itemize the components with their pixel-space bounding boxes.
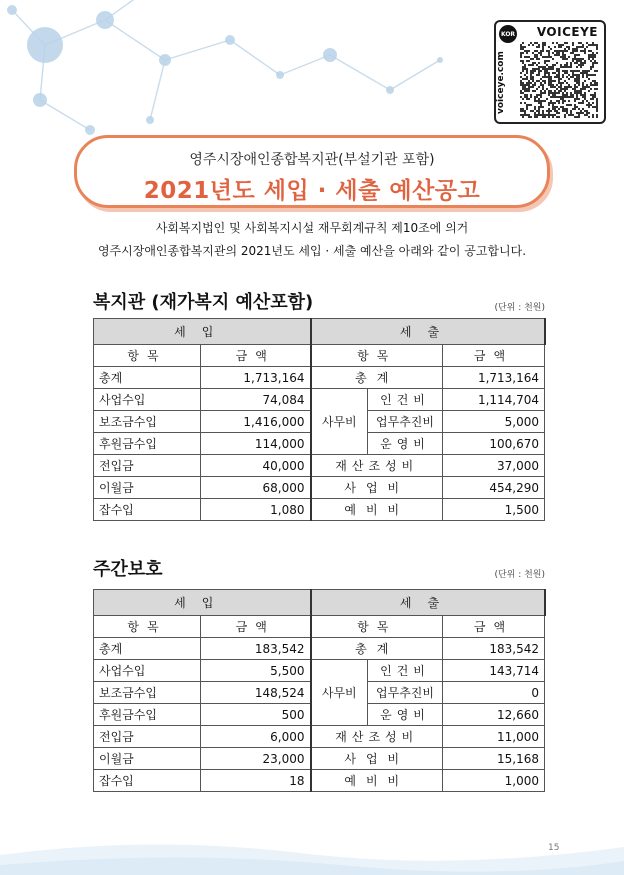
income-header: 세입: [94, 319, 311, 345]
expense-other-amount: 1,000: [443, 770, 545, 792]
section-title-welfare-center: 복지관 (재가복지 예산포함): [93, 292, 314, 313]
table-subheader-row: [94, 616, 545, 638]
expense-sub-label: 인건비: [368, 389, 443, 411]
income-amount: 114,000: [201, 433, 311, 455]
table-header-row: [94, 590, 545, 616]
expense-sub-label: 인건비: [368, 660, 443, 682]
kor-badge: KOR: [499, 25, 517, 43]
income-amount: 148,524: [201, 682, 311, 704]
income-amount: 68,000: [201, 477, 311, 499]
income-amount: 74,084: [201, 389, 311, 411]
income-item-header: 항목: [94, 345, 201, 367]
budget-table-welfare-center: [93, 318, 546, 521]
table-header-row: [94, 319, 545, 345]
table-row: [94, 660, 545, 682]
expense-header: 세출: [311, 319, 545, 345]
unit-label: (단위 : 천원): [494, 570, 545, 580]
expense-sub-amount: 12,660: [443, 704, 545, 726]
income-amount-header: 금액: [201, 345, 311, 367]
expense-other-amount: 1,500: [443, 499, 545, 521]
income-amount: 18: [201, 770, 311, 792]
income-label: 전입금: [94, 455, 201, 477]
table-row: [94, 389, 545, 411]
budget-table-day-care: [93, 589, 546, 792]
unit-label: (단위 : 천원): [494, 303, 545, 313]
income-label: 총계: [94, 367, 201, 389]
income-item-header: 항목: [94, 616, 201, 638]
expense-sub-amount: 100,670: [443, 433, 545, 455]
expense-header: 세출: [311, 590, 545, 616]
expense-sub-amount: 1,114,704: [443, 389, 545, 411]
expense-other-amount: 37,000: [443, 455, 545, 477]
expense-total-amount: 1,713,164: [443, 367, 545, 389]
expense-sub-label: 업무추진비: [368, 411, 443, 433]
expense-group-label: 사무비: [311, 660, 368, 726]
income-amount: 5,500: [201, 660, 311, 682]
expense-other-label: 사업비: [311, 748, 443, 770]
section-title-day-care: 주간보호: [93, 559, 163, 580]
expense-other-label: 예비비: [311, 499, 443, 521]
table-row: [94, 770, 545, 792]
expense-sub-label: 운영비: [368, 704, 443, 726]
table-row: [94, 726, 545, 748]
page-subtitle: 영주시장애인종합복지관(부설기관 포함): [189, 152, 435, 168]
page-number: 15: [548, 843, 560, 853]
table-row: [94, 455, 545, 477]
income-label: 사업수입: [94, 660, 201, 682]
income-label: 잡수입: [94, 499, 201, 521]
income-amount: 1,713,164: [201, 367, 311, 389]
table-row: [94, 499, 545, 521]
expense-other-label: 예비비: [311, 770, 443, 792]
voiceye-code-icon: [520, 42, 598, 118]
voiceye-qr-panel[interactable]: [494, 20, 606, 124]
expense-total-label: 총계: [311, 638, 443, 660]
income-label: 잡수입: [94, 770, 201, 792]
table-row: [94, 477, 545, 499]
income-amount: 6,000: [201, 726, 311, 748]
income-label: 총계: [94, 638, 201, 660]
income-label: 사업수입: [94, 389, 201, 411]
income-amount: 1,416,000: [201, 411, 311, 433]
table-subheader-row: [94, 345, 545, 367]
income-label: 후원금수입: [94, 433, 201, 455]
table-row: [94, 367, 545, 389]
income-amount: 500: [201, 704, 311, 726]
expense-item-header: 항목: [311, 616, 443, 638]
bottom-wave-decoration: [0, 825, 624, 875]
income-amount: 183,542: [201, 638, 311, 660]
expense-sub-amount: 0: [443, 682, 545, 704]
income-label: 이월금: [94, 748, 201, 770]
expense-item-header: 항목: [311, 345, 443, 367]
income-amount: 1,080: [201, 499, 311, 521]
page-title: 2021년도 세입 · 세출 예산공고: [143, 178, 481, 204]
income-header: 세입: [94, 590, 311, 616]
expense-other-amount: 15,168: [443, 748, 545, 770]
expense-other-amount: 454,290: [443, 477, 545, 499]
title-box: [74, 135, 550, 208]
expense-other-label: 사업비: [311, 477, 443, 499]
income-label: 이월금: [94, 477, 201, 499]
income-amount-header: 금액: [201, 616, 311, 638]
income-label: 보조금수입: [94, 682, 201, 704]
expense-amount-header: 금액: [443, 345, 545, 367]
expense-total-amount: 183,542: [443, 638, 545, 660]
expense-other-amount: 11,000: [443, 726, 545, 748]
income-label: 전입금: [94, 726, 201, 748]
table-row: [94, 748, 545, 770]
expense-sub-label: 업무추진비: [368, 682, 443, 704]
intro-line-2: 영주시장애인종합복지관의 2021년도 세입 · 세출 예산을 아래와 같이 공고합니다.: [97, 244, 527, 258]
income-amount: 23,000: [201, 748, 311, 770]
voiceye-brand: VOICEYE: [536, 25, 598, 39]
table-row: [94, 638, 545, 660]
expense-sub-label: 운영비: [368, 433, 443, 455]
income-label: 후원금수입: [94, 704, 201, 726]
expense-group-label: 사무비: [311, 389, 368, 455]
income-label: 보조금수입: [94, 411, 201, 433]
expense-sub-amount: 143,714: [443, 660, 545, 682]
income-amount: 40,000: [201, 455, 311, 477]
expense-total-label: 총계: [311, 367, 443, 389]
expense-sub-amount: 5,000: [443, 411, 545, 433]
intro-line-1: 사회복지법인 및 사회복지시설 재무회계규칙 제10조에 의거: [155, 221, 469, 235]
voiceye-url: voiceye.com: [496, 51, 506, 115]
expense-amount-header: 금액: [443, 616, 545, 638]
expense-other-label: 재산조성비: [311, 726, 443, 748]
expense-other-label: 재산조성비: [311, 455, 443, 477]
